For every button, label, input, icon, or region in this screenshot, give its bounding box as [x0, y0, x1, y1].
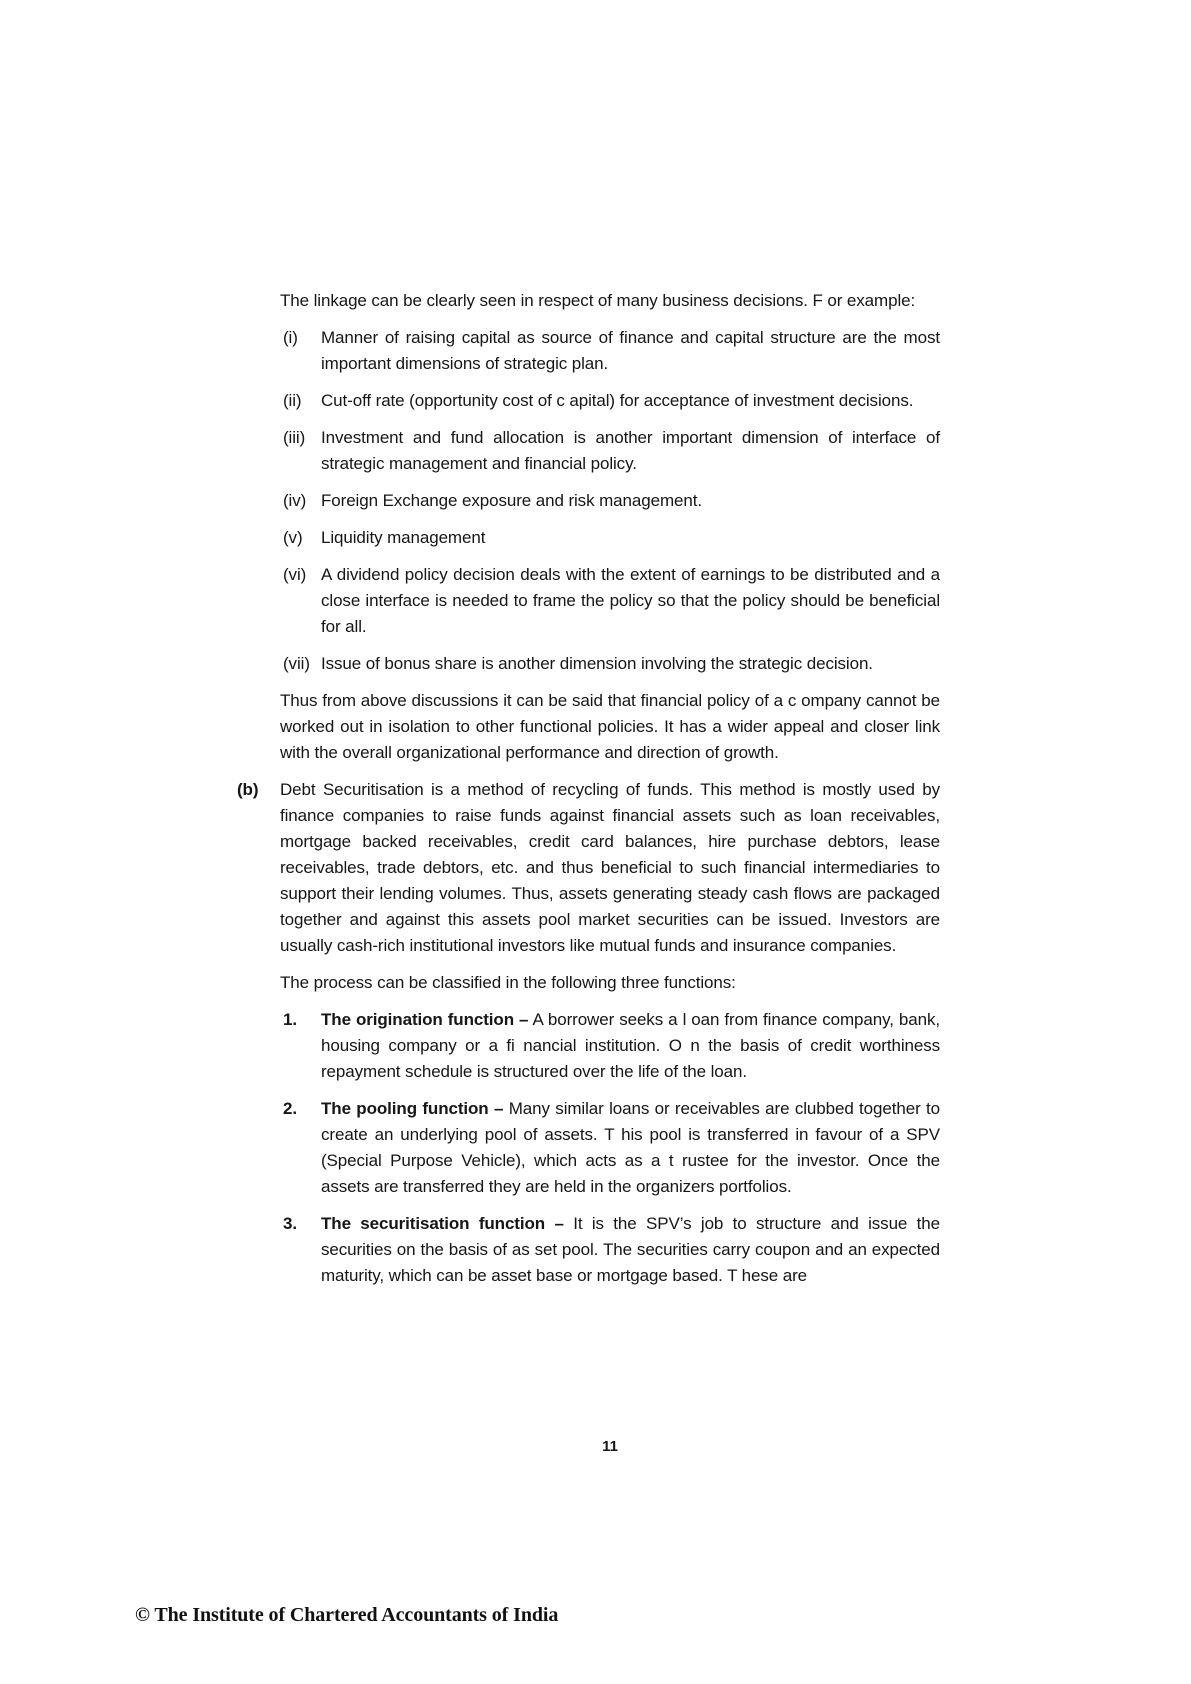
list-item: [280, 651, 940, 677]
intro-paragraph: The linkage can be clearly seen in respect of many business decisions. F or example:: [280, 291, 916, 310]
list-item: [280, 488, 940, 514]
list-item: [280, 1096, 940, 1200]
list-number: 3.: [283, 1214, 297, 1233]
process-intro-paragraph: The process can be classified in the following three functions:: [280, 973, 736, 992]
list-item: [280, 425, 940, 477]
function-body: Many similar loans or receivables are clubbed together to create an underlying pool of assets. T his pool is transferred in favour of a SPV (Special Purpose Vehicle), which acts as a t rustee for the investor. Once the assets are transferred they are held in the organizers portfolios.: [321, 1099, 941, 1196]
list-item-text: Liquidity management: [321, 528, 486, 547]
list-item: [280, 1007, 940, 1085]
list-marker: (vi): [283, 565, 307, 584]
function-heading: The pooling function –: [321, 1099, 504, 1118]
list-marker: (iv): [283, 491, 307, 510]
numbered-function-list: [280, 1007, 940, 1289]
list-item-text: [321, 1096, 940, 1200]
page-number: 11: [602, 1438, 618, 1455]
list-number: 2.: [283, 1099, 297, 1118]
conclusion-paragraph: Thus from above discussions it can be said that financial policy of a c ompany cannot be worked out in isolation to other functional policies. It has a wider appeal and closer link with the overall organizational performance and direction of growth.: [280, 691, 940, 762]
list-item-text: Manner of raising capital as source of finance and capital structure are the most important dimensions of strategic plan.: [321, 328, 940, 373]
list-item-text: Cut-off rate (opportunity cost of c apital) for acceptance of investment decisions.: [321, 391, 914, 410]
list-item: [280, 388, 940, 414]
list-item-text: Issue of bonus share is another dimension involving the strategic decision.: [321, 654, 873, 673]
list-item-text: Foreign Exchange exposure and risk management.: [321, 491, 702, 510]
list-marker: (i): [283, 328, 298, 347]
list-marker: (vii): [283, 654, 310, 673]
list-item-text: A dividend policy decision deals with the extent of earnings to be distributed and a close interface is needed to frame the policy so that the policy should be beneficial for all.: [321, 565, 940, 636]
copyright-footer: © The Institute of Chartered Accountants of India: [135, 1604, 559, 1626]
list-item-text: [321, 1007, 940, 1085]
list-number: 1.: [283, 1010, 297, 1029]
function-body: A borrower seeks a l oan from finance company, bank, housing company or a fi nancial institution. O n the basis of credit worthiness repayment schedule is structured over the life of the loan.: [321, 1010, 941, 1081]
list-item-text: Investment and fund allocation is another important dimension of interface of strategic management and financial policy.: [321, 428, 940, 473]
list-marker: (ii): [283, 391, 302, 410]
list-item: [280, 525, 940, 551]
function-heading: The origination function –: [321, 1010, 529, 1029]
list-item: [280, 1211, 940, 1289]
list-marker: (iii): [283, 428, 306, 447]
answer-part-b: [237, 777, 941, 1289]
list-item: [280, 562, 940, 640]
part-b-marker: (b): [237, 780, 259, 799]
list-item: [280, 325, 940, 377]
function-heading: The securitisation function –: [321, 1214, 564, 1233]
answer-text-block: [237, 288, 941, 1300]
roman-point-list: [280, 325, 940, 677]
part-b-paragraph: Debt Securitisation is a method of recycling of funds. This method is mostly used by finance companies to raise funds against financial assets such as loan receivables, mortgage backed receivables, credit card balances, hire purchase debtors, lease receivables, trade debtors, etc. and thus beneficial to such financial intermediaries to support their lending volumes. Thus, assets generating steady cash flows are packaged together and against this assets pool market securities can be issued. Investors are usually cash-rich institutional investors like mutual funds and insurance companies.: [280, 780, 940, 955]
list-marker: (v): [283, 528, 303, 547]
function-body: It is the SPV’s job to structure and issue the securities on the basis of as set pool. The securities carry coupon and an expected maturity, which can be asset base or mortgage based. T hese are: [321, 1214, 940, 1285]
list-item-text: [321, 1211, 940, 1289]
